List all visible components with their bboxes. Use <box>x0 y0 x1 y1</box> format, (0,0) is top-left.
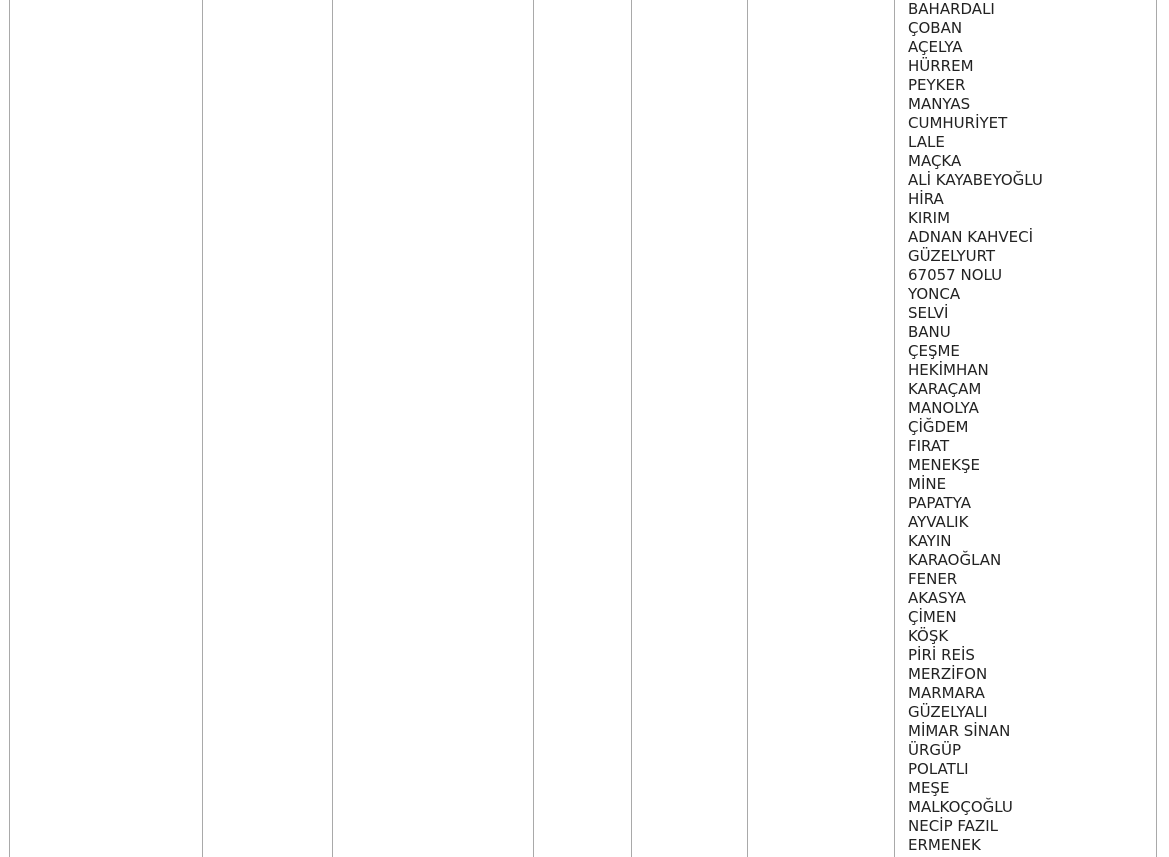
column-border <box>9 0 10 857</box>
list-item: ÇEŞME <box>908 342 960 360</box>
list-item: ÜRGÜP <box>908 741 962 759</box>
list-item: FENER <box>908 570 958 588</box>
list-item: AKASYA <box>908 589 966 607</box>
list-item: MANOLYA <box>908 399 979 417</box>
list-item: AÇELYA <box>908 38 963 56</box>
list-item: HEKİMHAN <box>908 361 989 379</box>
list-item: MALKOÇOĞLU <box>908 798 1013 816</box>
list-item: KÖŞK <box>908 627 949 645</box>
list-item: AYVALIK <box>908 513 969 531</box>
list-item: PEYKER <box>908 76 966 94</box>
list-item: SELVİ <box>908 304 949 322</box>
list-item: KAYIN <box>908 532 952 550</box>
column-border <box>631 0 632 857</box>
list-item: BANU <box>908 323 951 341</box>
list-item: MARMARA <box>908 684 985 702</box>
list-item: MEŞE <box>908 779 950 797</box>
list-item: MENEKŞE <box>908 456 980 474</box>
list-item: LALE <box>908 133 945 151</box>
list-item: ALİ KAYABEYOĞLU <box>908 171 1043 189</box>
list-item: MERZİFON <box>908 665 988 683</box>
column-border <box>533 0 534 857</box>
list-item: MİMAR SİNAN <box>908 722 1011 740</box>
list-item: BAHARDALI <box>908 0 995 18</box>
list-item: HÜRREM <box>908 57 974 75</box>
list-item: NECİP FAZIL <box>908 817 998 835</box>
list-item: KARAOĞLAN <box>908 551 1002 569</box>
list-item: GÜZELYALI <box>908 703 988 721</box>
column-border <box>202 0 203 857</box>
list-item: ÇİMEN <box>908 608 957 626</box>
list-item: MANYAS <box>908 95 971 113</box>
column-border <box>332 0 333 857</box>
list-item: ÇOBAN <box>908 19 963 37</box>
list-item: PİRİ REİS <box>908 646 975 664</box>
list-item: MİNE <box>908 475 947 493</box>
list-item: KARAÇAM <box>908 380 982 398</box>
list-item: POLATLI <box>908 760 969 778</box>
list-item: KIRIM <box>908 209 951 227</box>
list-item: MAÇKA <box>908 152 962 170</box>
list-item: FIRAT <box>908 437 950 455</box>
name-list <box>908 0 1043 855</box>
list-item: GÜZELYURT <box>908 247 996 265</box>
list-item: ERMENEK <box>908 836 981 854</box>
column-border <box>747 0 748 857</box>
list-item: CUMHURİYET <box>908 114 1008 132</box>
list-item: HİRA <box>908 190 944 208</box>
column-border <box>1156 0 1157 857</box>
list-item: PAPATYA <box>908 494 971 512</box>
list-item: ÇİĞDEM <box>908 418 969 436</box>
list-item: YONCA <box>908 285 961 303</box>
column-border <box>894 0 895 857</box>
list-item: 67057 NOLU <box>908 266 1003 284</box>
list-item: ADNAN KAHVECİ <box>908 228 1034 246</box>
